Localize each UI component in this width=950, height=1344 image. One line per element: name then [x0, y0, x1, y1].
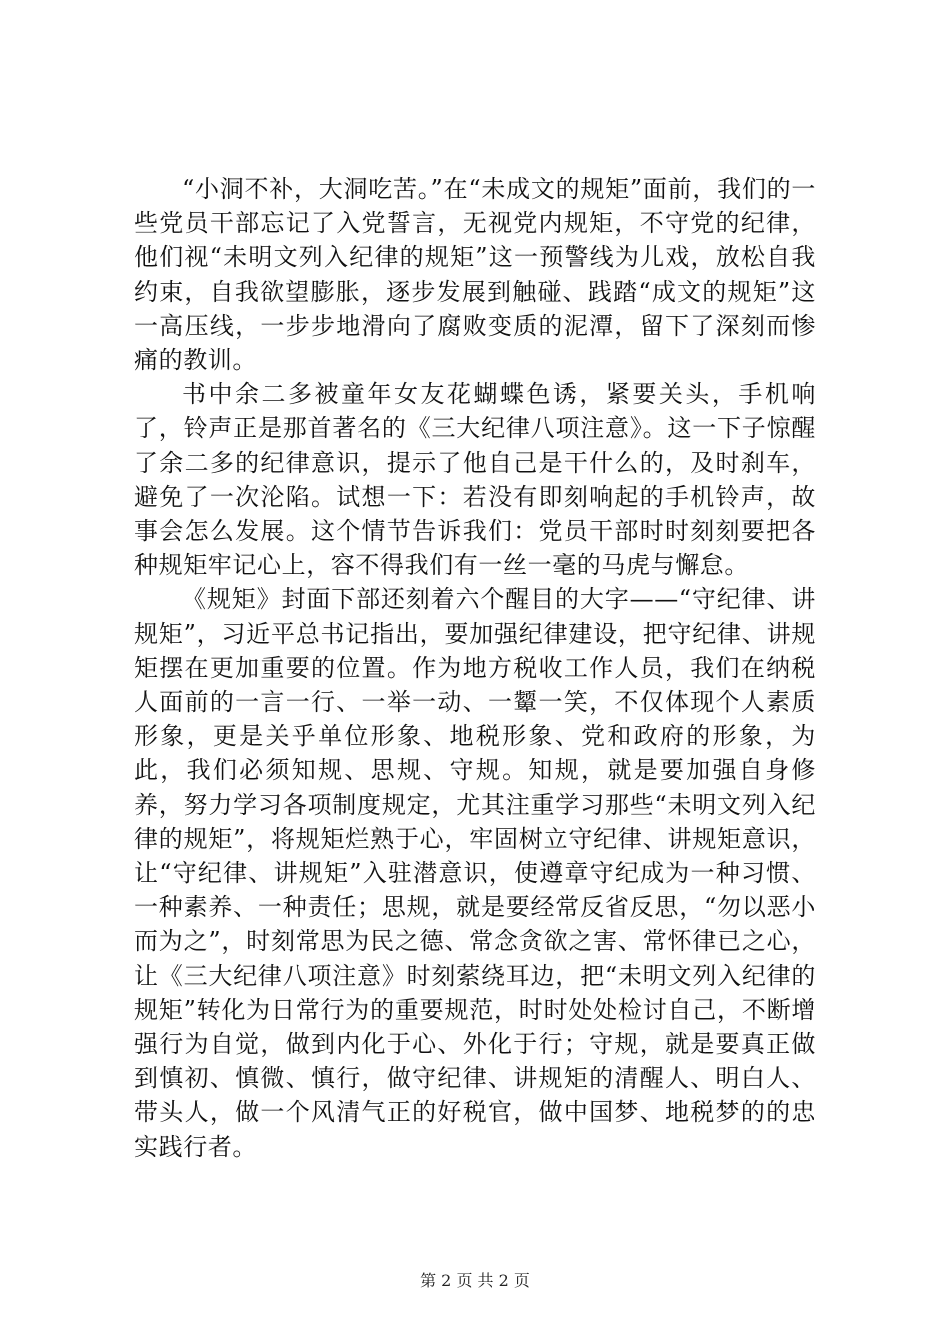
paragraph-3: 《规矩》封面下部还刻着六个醒目的大字——“守纪律、讲规矩”，习近平总书记指出，要加强纪律建设，把守纪律、讲规矩摆在更加重要的位置。作为地方税收工作人员，我们在纳税人面前的一言一行、一举一动、一颦一笑，不仅体现个人素质形象，更是关乎单位形象、地税形象、党和政府的形象，为此，我们必须知规、思规、守规。知规，就是要加强自身修养，努力学习各项制度规定，尤其注重学习那些“未明文列入纪律的规矩”，将规矩烂熟于心，牢固树立守纪律、讲规矩意识，让“守纪律、讲规矩”入驻潜意识，使遵章守纪成为一种习惯、一种素养、一种责任；思规，就是要经常反省反思，“勿以恶小而为之”，时刻常思为民之德、常念贪欲之害、常怀律已之心，让《三大纪律八项注意》时刻萦绕耳边，把“未明文列入纪律的规矩”转化为日常行为的重要规范，时时处处检讨自己，不断增强行为自觉，做到内化于心、外化于行；守规，就是要真正做到慎初、慎微、慎行，做守纪律、讲规矩的清醒人、明白人、带头人，做一个风清气正的好税官，做中国梦、地税梦的的忠实践行者。	[134, 585, 816, 1161]
paragraph-2: 书中余二多被童年女友花蝴蝶色诱，紧要关头，手机响了，铃声正是那首著名的《三大纪律八项注意》。这一下子惊醒了余二多的纪律意识，提示了他自己是干什么的，及时刹车，避免了一次沦陷。试想一下：若没有即刻响起的手机铃声，故事会怎么发展。这个情节告诉我们：党员干部时时刻刻要把各种规矩牢记心上，容不得我们有一丝一毫的马虎与懈怠。	[134, 380, 816, 580]
document-body	[134, 172, 816, 1164]
page-footer: 第 2 页 共 2 页	[420, 1271, 530, 1290]
paragraph-1: “小洞不补，大洞吃苦。”在“未成文的规矩”面前，我们的一些党员干部忘记了入党誓言，无视党内规矩，不守党的纪律，他们视“未明文列入纪律的规矩”这一预警线为儿戏，放松自我约束，自我欲望膨胀，逐步发展到触碰、践踏“成文的规矩”这一高压线，一步步地滑向了腐败变质的泥潭，留下了深刻而惨痛的教训。	[134, 175, 816, 375]
